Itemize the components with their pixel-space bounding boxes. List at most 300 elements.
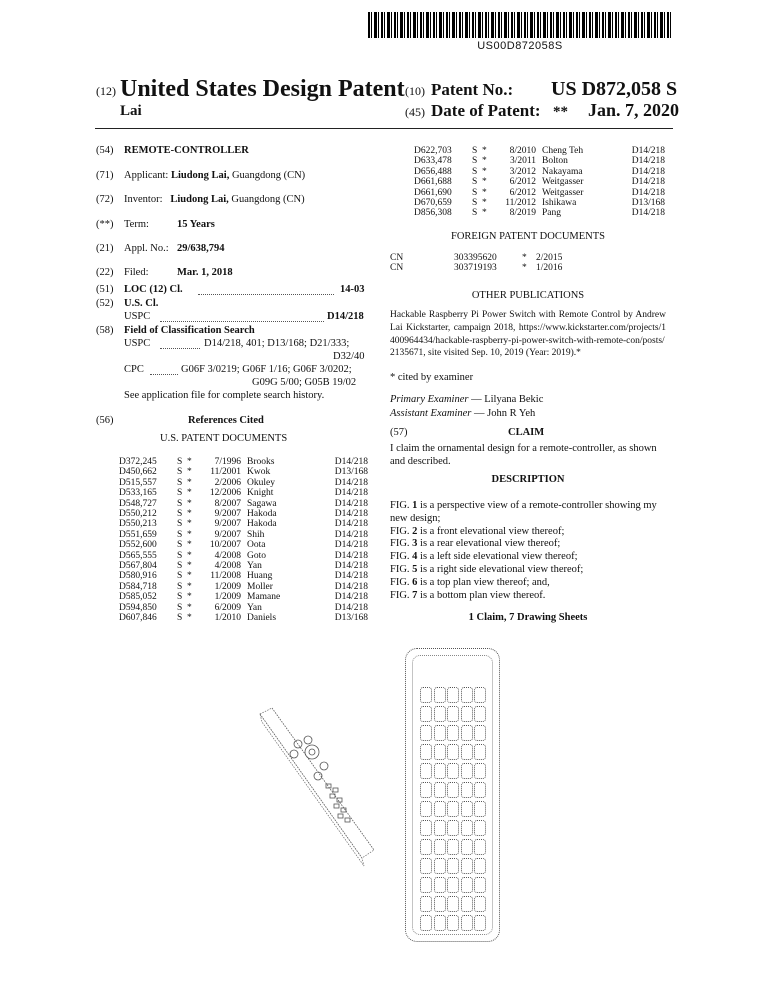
reference-kind: S [472, 146, 478, 156]
reference-kind: S [177, 529, 183, 540]
reference-kind: S [177, 467, 183, 478]
keypad-key [461, 858, 473, 874]
keypad-key [420, 687, 432, 703]
field-uspc-label: USPC [124, 338, 151, 349]
claim-text: I claim the ornamental design for a remote-controller, as shown and described. [390, 443, 657, 467]
keypad-key [447, 858, 459, 874]
reference-cited-mark: * [187, 488, 192, 499]
figure-description [390, 526, 666, 539]
primary-examiner [390, 394, 543, 405]
keypad-key [474, 725, 486, 741]
reference-cited-mark: * [482, 146, 487, 156]
figure-number: 1 [412, 500, 418, 511]
figure-description [390, 564, 666, 577]
reference-name: Nakayama [542, 166, 583, 177]
foreign-date: 1/2016 [536, 263, 563, 274]
keypad-key [434, 744, 446, 760]
reference-number: D450,662 [119, 467, 157, 478]
keypad-key [474, 744, 486, 760]
reference-number: D594,850 [119, 602, 157, 613]
assistant-examiner [390, 408, 535, 419]
keypad-key [434, 820, 446, 836]
reference-date: 4/2008 [214, 561, 241, 572]
reference-number: D552,600 [119, 540, 157, 551]
reference-date: 8/2019 [509, 208, 536, 219]
keypad-key [447, 820, 459, 836]
keypad-key [420, 801, 432, 817]
reference-class: D14/218 [631, 166, 665, 177]
figure-number: 4 [412, 551, 418, 563]
reference-name: Weitgasser [542, 177, 584, 188]
reference-row [119, 509, 368, 519]
figure-description [390, 551, 666, 564]
figure-description [390, 577, 666, 590]
reference-date: 6/2012 [509, 187, 536, 198]
reference-row [119, 540, 368, 550]
keypad-key [434, 915, 446, 931]
keypad-key [434, 801, 446, 817]
reference-name: Cheng Teh [542, 146, 584, 156]
reference-class: D14/218 [334, 540, 368, 551]
reference-name: Hakoda [247, 519, 277, 530]
keypad-key [434, 839, 446, 855]
reference-cited-mark: * [482, 187, 487, 198]
inventor-place: Guangdong (CN) [231, 194, 305, 205]
loc-leader [198, 294, 334, 295]
figure-text: is a right side elevational view thereof; [417, 563, 584, 575]
reference-number: D551,659 [119, 529, 157, 540]
reference-name: Yan [247, 561, 262, 572]
appl-label: Appl. No.: [124, 243, 169, 254]
reference-name: Kwok [247, 467, 271, 478]
keypad-key [461, 744, 473, 760]
cpc-leader [150, 374, 178, 375]
keypad-key [461, 820, 473, 836]
keypad-key [474, 687, 486, 703]
reference-kind: S [177, 561, 183, 572]
reference-name: Sagawa [247, 498, 277, 509]
reference-row [119, 488, 368, 498]
reference-class: D13/168 [631, 198, 665, 209]
reference-row [414, 167, 665, 177]
keypad-key [474, 877, 486, 893]
reference-cited-mark: * [187, 550, 192, 561]
reference-name: Pang [542, 208, 561, 219]
foreign-references-list [390, 253, 666, 274]
reference-row [119, 467, 368, 477]
keypad-key [447, 801, 459, 817]
keypad-key [461, 915, 473, 931]
reference-cited-mark: * [187, 498, 192, 509]
reference-number: D622,703 [414, 146, 452, 156]
reference-kind: S [177, 488, 183, 499]
appl-value: 29/638,794 [177, 243, 225, 254]
reference-date: 9/2007 [214, 519, 241, 530]
figure-number: 5 [412, 563, 418, 575]
us-docs-title: U.S. PATENT DOCUMENTS [160, 433, 288, 444]
reference-number: D567,804 [119, 561, 157, 572]
reference-number: D550,213 [119, 519, 157, 530]
field-uspc-value: D14/218, 401; D13/168; D21/333; [204, 338, 350, 349]
figure-description [390, 538, 666, 551]
keypad-key [447, 839, 459, 855]
reference-date: 9/2007 [214, 529, 241, 540]
keypad-key [474, 763, 486, 779]
reference-number: D670,659 [414, 198, 452, 209]
foreign-country: CN [390, 263, 404, 274]
reference-name: Daniels [247, 613, 277, 624]
figure-prefix: FIG. [390, 551, 413, 563]
reference-class: D14/218 [334, 571, 368, 582]
reference-number: D515,557 [119, 477, 157, 488]
reference-date: 11/2008 [210, 571, 241, 582]
reference-class: D13/168 [334, 613, 368, 624]
reference-name: Ishikawa [542, 198, 577, 209]
reference-number: D580,916 [119, 571, 157, 582]
keypad-key [447, 763, 459, 779]
loc-label: LOC (12) Cl. [124, 284, 183, 295]
assistant-examiner-label: Assistant Examiner [390, 408, 472, 419]
keypad-key [461, 706, 473, 722]
reference-cited-mark: * [187, 509, 192, 520]
keypad-key [474, 915, 486, 931]
keypad-key [474, 801, 486, 817]
reference-class: D14/218 [334, 519, 368, 530]
foreign-docs-title: FOREIGN PATENT DOCUMENTS [450, 231, 606, 242]
reference-date: 1/2010 [214, 613, 241, 624]
keypad-key [420, 706, 432, 722]
reference-row [414, 156, 665, 166]
foreign-number: 303719193 [454, 263, 497, 274]
reference-cited-mark: * [482, 208, 487, 219]
reference-date: 6/2012 [509, 177, 536, 188]
reference-class: D14/218 [334, 477, 368, 488]
primary-examiner-name: — Lilyana Bekic [471, 394, 544, 405]
patent-no-code: (10) [405, 84, 425, 98]
figure-descriptions [390, 500, 666, 602]
patent-number: US D872,058 S [551, 78, 678, 100]
reference-cited-mark: * [482, 166, 487, 177]
reference-number: D565,555 [119, 550, 157, 561]
reference-row [119, 551, 368, 561]
applicant-label: Applicant: [124, 170, 169, 181]
reference-row [119, 499, 368, 509]
keypad-key [447, 687, 459, 703]
reference-cited-mark: * [187, 529, 192, 540]
filed-code: (22) [96, 267, 114, 278]
reference-class: D14/218 [334, 509, 368, 520]
reference-class: D14/218 [334, 550, 368, 561]
field-code: (58) [96, 325, 114, 336]
reference-name: Bolton [542, 156, 568, 167]
date-code: (45) [405, 105, 425, 119]
keypad-key [447, 744, 459, 760]
reference-kind: S [177, 498, 183, 509]
keypad-key [420, 896, 432, 912]
reference-date: 12/2006 [209, 488, 241, 499]
keypad-key [474, 706, 486, 722]
inventor [124, 194, 305, 205]
reference-cited-mark: * [187, 581, 192, 592]
figure-description [390, 590, 666, 603]
reference-cited-mark: * [187, 540, 192, 551]
reference-name: Weitgasser [542, 187, 584, 198]
reference-row [414, 188, 665, 198]
keypad-key [420, 763, 432, 779]
reference-name: Huang [247, 571, 273, 582]
keypad-key [434, 858, 446, 874]
reference-number: D607,846 [119, 613, 157, 624]
reference-date: 8/2010 [509, 146, 536, 156]
description-title: DESCRIPTION [491, 474, 565, 485]
reference-class: D14/218 [334, 592, 368, 603]
doc-type: United States Design Patent [120, 76, 405, 102]
foreign-country: CN [390, 253, 404, 263]
foreign-reference-row [390, 253, 666, 263]
keypad-key [447, 706, 459, 722]
reference-row [414, 198, 665, 208]
reference-class: D14/218 [631, 177, 665, 188]
figure-text: is a bottom plan view thereof. [417, 589, 546, 601]
figure-prefix: FIG. [390, 563, 413, 575]
reference-class: D14/218 [631, 146, 665, 156]
uspc-value: D14/218 [327, 311, 364, 322]
reference-kind: S [177, 457, 183, 467]
keypad-key [434, 763, 446, 779]
applicant-name: Liudong Lai, [170, 170, 230, 181]
figure-number: 6 [412, 576, 418, 588]
cited-by-examiner: * cited by examiner [390, 372, 474, 383]
figure-text: is a front elevational view thereof; [417, 525, 565, 537]
uscl-label: U.S. Cl. [124, 298, 159, 309]
keypad-key [474, 896, 486, 912]
inventor-short: Lai [120, 103, 142, 119]
reference-cited-mark: * [187, 467, 192, 478]
term-code: (**) [96, 219, 114, 230]
reference-name: Yan [247, 602, 262, 613]
reference-date: 10/2007 [209, 540, 241, 551]
reference-cited-mark: * [187, 561, 192, 572]
reference-date: 1/2009 [214, 592, 241, 603]
header-rule [95, 128, 673, 129]
reference-cited-mark: * [187, 477, 192, 488]
reference-cited-mark: * [187, 457, 192, 467]
reference-number: D656,488 [414, 166, 452, 177]
reference-kind: S [177, 613, 183, 624]
keypad-key [434, 687, 446, 703]
barcode-number: US00D872058S [477, 40, 563, 52]
reference-name: Brooks [247, 457, 275, 467]
cpc-value: G06F 3/0219; G06F 1/16; G06F 3/0202; [181, 364, 352, 375]
figure-text: is a left side elevational view thereof; [417, 551, 578, 563]
field-uspc-value2: D32/40 [333, 351, 365, 362]
search-history-note: See application file for complete search history. [124, 390, 325, 401]
keypad-key [474, 820, 486, 836]
reference-class: D14/218 [334, 602, 368, 613]
claim-code: (57) [390, 427, 408, 438]
keypad-key [420, 839, 432, 855]
reference-date: 1/2009 [214, 581, 241, 592]
reference-cited-mark: * [482, 177, 487, 188]
reference-row [119, 519, 368, 529]
front-view-drawing [405, 648, 500, 942]
foreign-cited-mark: * [522, 263, 527, 274]
reference-kind: S [177, 477, 183, 488]
reference-kind: S [177, 509, 183, 520]
reference-row [119, 603, 368, 613]
keypad-key [461, 687, 473, 703]
other-pubs-title: OTHER PUBLICATIONS [471, 290, 585, 301]
reference-number: D585,052 [119, 592, 157, 603]
filed-value: Mar. 1, 2018 [177, 267, 233, 278]
term-value: 15 Years [177, 219, 215, 230]
primary-examiner-label: Primary Examiner [390, 394, 469, 405]
date-label: Date of Patent: [431, 101, 541, 120]
keypad-key [420, 782, 432, 798]
reference-class: D13/168 [334, 467, 368, 478]
reference-name: Goto [247, 550, 266, 561]
keypad-grid [420, 687, 486, 931]
sheets-count: 1 Claim, 7 Drawing Sheets [468, 612, 588, 623]
doc-code: (12) [96, 84, 116, 98]
reference-kind: S [177, 581, 183, 592]
keypad-key [474, 839, 486, 855]
foreign-cited-mark: * [522, 253, 527, 263]
reference-row [119, 561, 368, 571]
keypad-key [474, 782, 486, 798]
filed-label: Filed: [124, 267, 149, 278]
reference-name: Okuley [247, 477, 275, 488]
reference-kind: S [177, 602, 183, 613]
foreign-date: 2/2015 [536, 253, 563, 263]
figure-number: 7 [412, 589, 418, 601]
us-references-list [119, 457, 368, 624]
reference-date: 7/1996 [214, 457, 241, 467]
reference-name: Mamane [247, 592, 281, 603]
reference-number: D550,212 [119, 509, 157, 520]
reference-row [119, 478, 368, 488]
reference-number: D633,478 [414, 156, 452, 167]
reference-class: D14/218 [334, 581, 368, 592]
perspective-view-drawing [250, 700, 380, 870]
applicant-code: (71) [96, 170, 114, 181]
reference-class: D14/218 [631, 156, 665, 167]
keypad-key [474, 858, 486, 874]
reference-row [414, 177, 665, 187]
reference-kind: S [177, 540, 183, 551]
reference-date: 11/2001 [210, 467, 241, 478]
field-label: Field of Classification Search [124, 325, 255, 336]
refs-title: References Cited [188, 415, 264, 426]
reference-row [119, 530, 368, 540]
reference-kind: S [177, 571, 183, 582]
reference-cited-mark: * [187, 613, 192, 624]
title-code: (54) [96, 145, 114, 156]
cpc-value2: G09G 5/00; G05B 19/02 [252, 377, 357, 388]
claim-title: CLAIM [508, 427, 545, 438]
cpc-label: CPC [124, 364, 144, 375]
keypad-key [420, 877, 432, 893]
reference-number: D372,245 [119, 457, 157, 467]
reference-row [119, 592, 368, 602]
reference-number: D661,688 [414, 177, 452, 188]
reference-kind: S [177, 592, 183, 603]
keypad-key [447, 877, 459, 893]
reference-kind: S [472, 208, 478, 219]
reference-cited-mark: * [482, 198, 487, 209]
reference-class: D14/218 [334, 529, 368, 540]
reference-class: D14/218 [631, 187, 665, 198]
reference-name: Shih [247, 529, 265, 540]
applicant-place: Guangdong (CN) [231, 170, 306, 181]
figure-description [390, 500, 666, 526]
foreign-reference-row [390, 263, 666, 273]
patent-no-label: Patent No.: [431, 80, 514, 99]
keypad-key [461, 896, 473, 912]
figure-prefix: FIG. [390, 538, 413, 550]
reference-cited-mark: * [187, 571, 192, 582]
assistant-examiner-name: — John R Yeh [474, 408, 536, 419]
keypad-key [420, 744, 432, 760]
reference-row [119, 613, 368, 623]
reference-kind: S [472, 166, 478, 177]
figure-text: is a rear elevational view thereof; [417, 538, 561, 550]
figure-text: is a top plan view thereof; and, [417, 576, 550, 588]
keypad-key [420, 820, 432, 836]
reference-kind: S [472, 156, 478, 167]
reference-row [119, 582, 368, 592]
keypad-key [420, 725, 432, 741]
figure-prefix: FIG. [390, 525, 413, 537]
reference-kind: S [472, 198, 478, 209]
keypad-key [420, 858, 432, 874]
keypad-key [434, 782, 446, 798]
inventor-code: (72) [96, 194, 114, 205]
reference-class: D14/218 [631, 208, 665, 219]
reference-name: Knight [247, 488, 274, 499]
loc-value: 14-03 [340, 284, 365, 295]
patent-date: Jan. 7, 2020 [588, 100, 680, 120]
keypad-key [461, 763, 473, 779]
figure-text: is a perspective view of a remote-controller showing my new design; [390, 500, 657, 524]
figure-number: 2 [412, 525, 418, 537]
keypad-key [420, 915, 432, 931]
other-publication: Hackable Raspberry Pi Power Switch with Remote Control by Andrew Lai Kickstarter, campaign 2018, https://www.kickstarter.com/projects/1400964434/hackable-raspberry-pi-power-switch-with-remote-con/posts/2135671, site visited Sep. 10, 2019 (Year: 2019).* [390, 310, 666, 359]
uscl-code: (52) [96, 298, 114, 309]
keypad-key [447, 915, 459, 931]
uspc-leader [160, 321, 324, 322]
reference-cited-mark: * [482, 156, 487, 167]
keypad-key [461, 725, 473, 741]
design-title: REMOTE-CONTROLLER [124, 145, 249, 156]
us-references-continued [414, 146, 665, 219]
keypad-key [461, 877, 473, 893]
keypad-key [447, 782, 459, 798]
uspc-label: USPC [124, 311, 151, 322]
keypad-key [434, 896, 446, 912]
reference-number: D533,165 [119, 488, 157, 499]
figure-prefix: FIG. [390, 589, 413, 601]
foreign-number: 303395620 [454, 253, 497, 263]
reference-kind: S [177, 550, 183, 561]
reference-row [119, 571, 368, 581]
reference-row [414, 208, 665, 218]
reference-number: D584,718 [119, 581, 157, 592]
keypad-key [434, 706, 446, 722]
reference-class: D14/218 [334, 498, 368, 509]
reference-kind: S [177, 519, 183, 530]
keypad-key [447, 725, 459, 741]
